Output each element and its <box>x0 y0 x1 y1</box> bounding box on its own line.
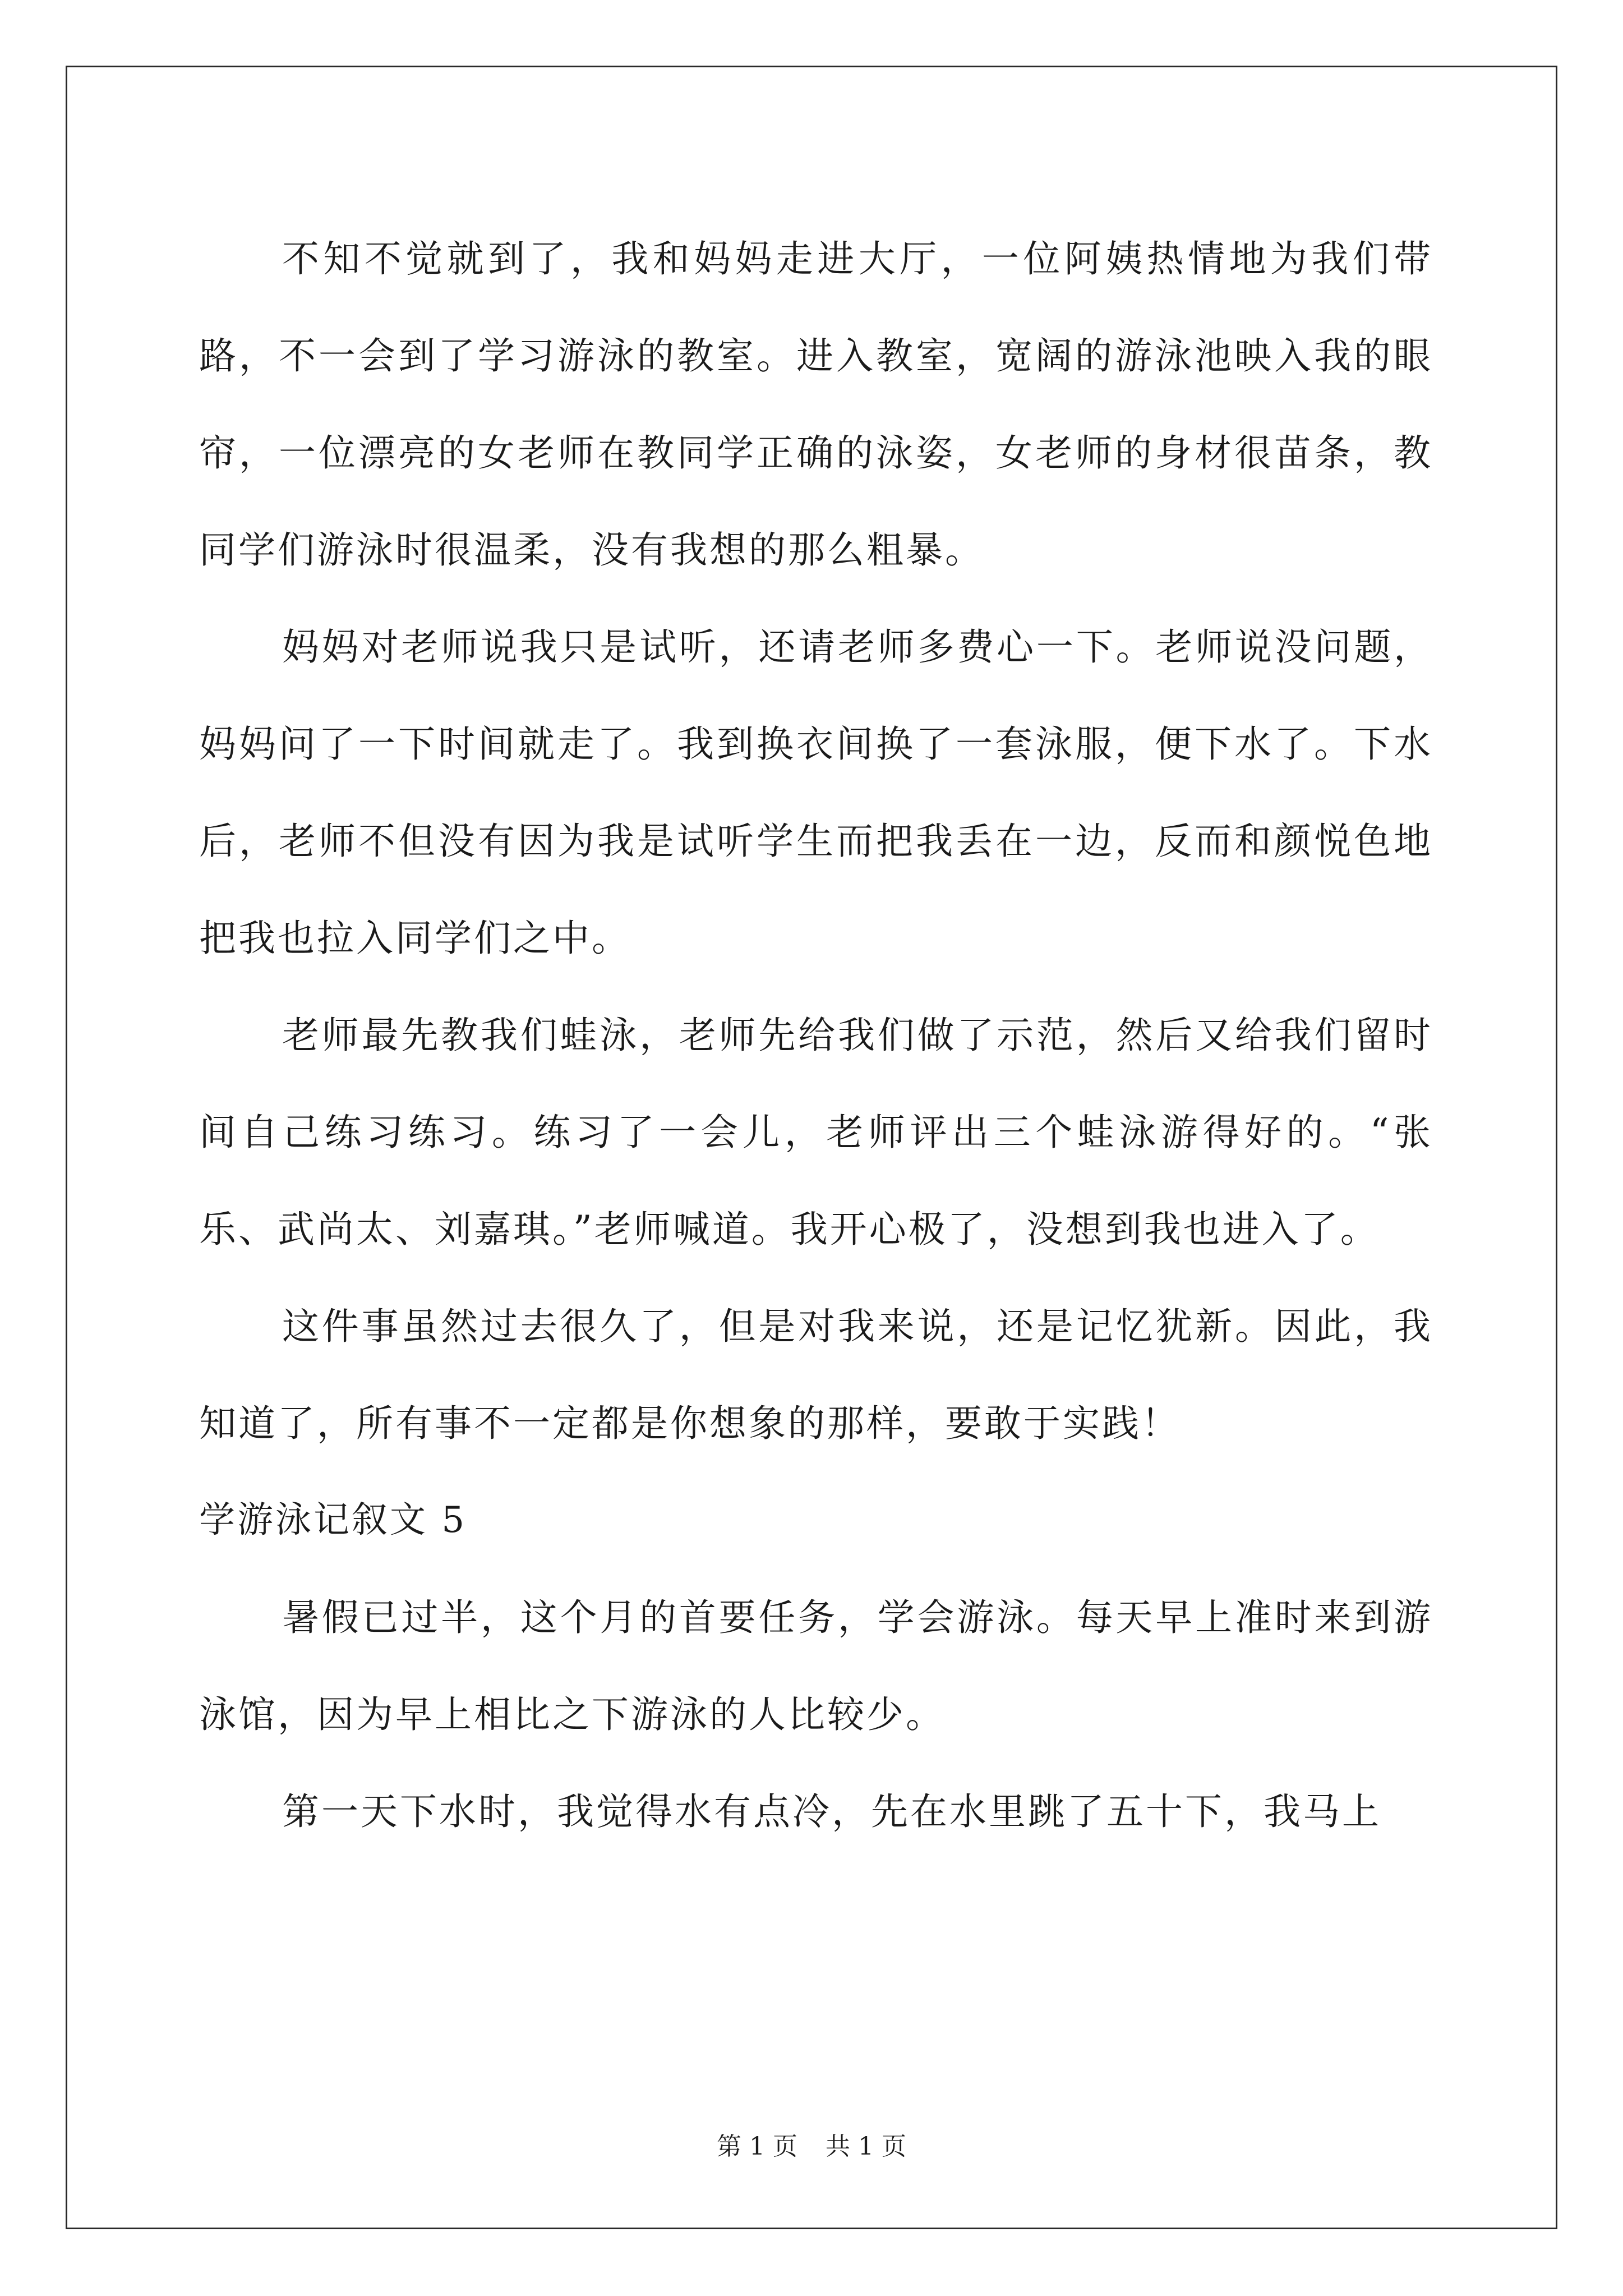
page-number: 第 1 页 <box>717 2132 797 2161</box>
page-footer <box>0 2126 1623 2162</box>
paragraph-4: 这件事虽然过去很久了，但是对我来说，还是记忆犹新。因此，我知道了，所有事不一定都是你想象的那样，要敢于实践！ <box>199 1305 1433 1445</box>
paragraph-2: 妈妈对老师说我只是试听，还请老师多费心一下。老师说没问题，妈妈问了一下时间就走了。我到换衣间换了一套泳服，便下水了。下水后，老师不但没有因为我是试听学生而把我丢在一边，反而和颜悦色地把我也拉入同学们之中。 <box>199 625 1433 960</box>
paragraph-3: 老师最先教我们蛙泳，老师先给我们做了示范，然后又给我们留时间自己练习练习。练习了一会儿，老师评出三个蛙泳游得好的。“张乐、武尚太、刘嘉琪。”老师喊道。我开心极了，没想到我也进入了。 <box>199 1014 1433 1251</box>
section-title: 学游泳记叙文 5 <box>199 1499 467 1541</box>
page-total: 共 1 页 <box>826 2132 906 2161</box>
paragraph-1: 不知不觉就到了，我和妈妈走进大厅，一位阿姨热情地为我们带路，不一会到了学习游泳的教室。进入教室，宽阔的游泳池映入我的眼帘，一位漂亮的女老师在教同学正确的泳姿，女老师的身材很苗条，教同学们游泳时很温柔，没有我想的那么粗暴。 <box>199 237 1433 572</box>
paragraph-5: 暑假已过半，这个月的首要任务，学会游泳。每天早上准时来到游泳馆，因为早上相比之下游泳的人比较少。 <box>199 1596 1433 1736</box>
paragraph-6: 第一天下水时，我觉得水有点冷，先在水里跳了五十下，我马上 <box>282 1790 1381 1833</box>
document-body <box>199 210 1433 1860</box>
